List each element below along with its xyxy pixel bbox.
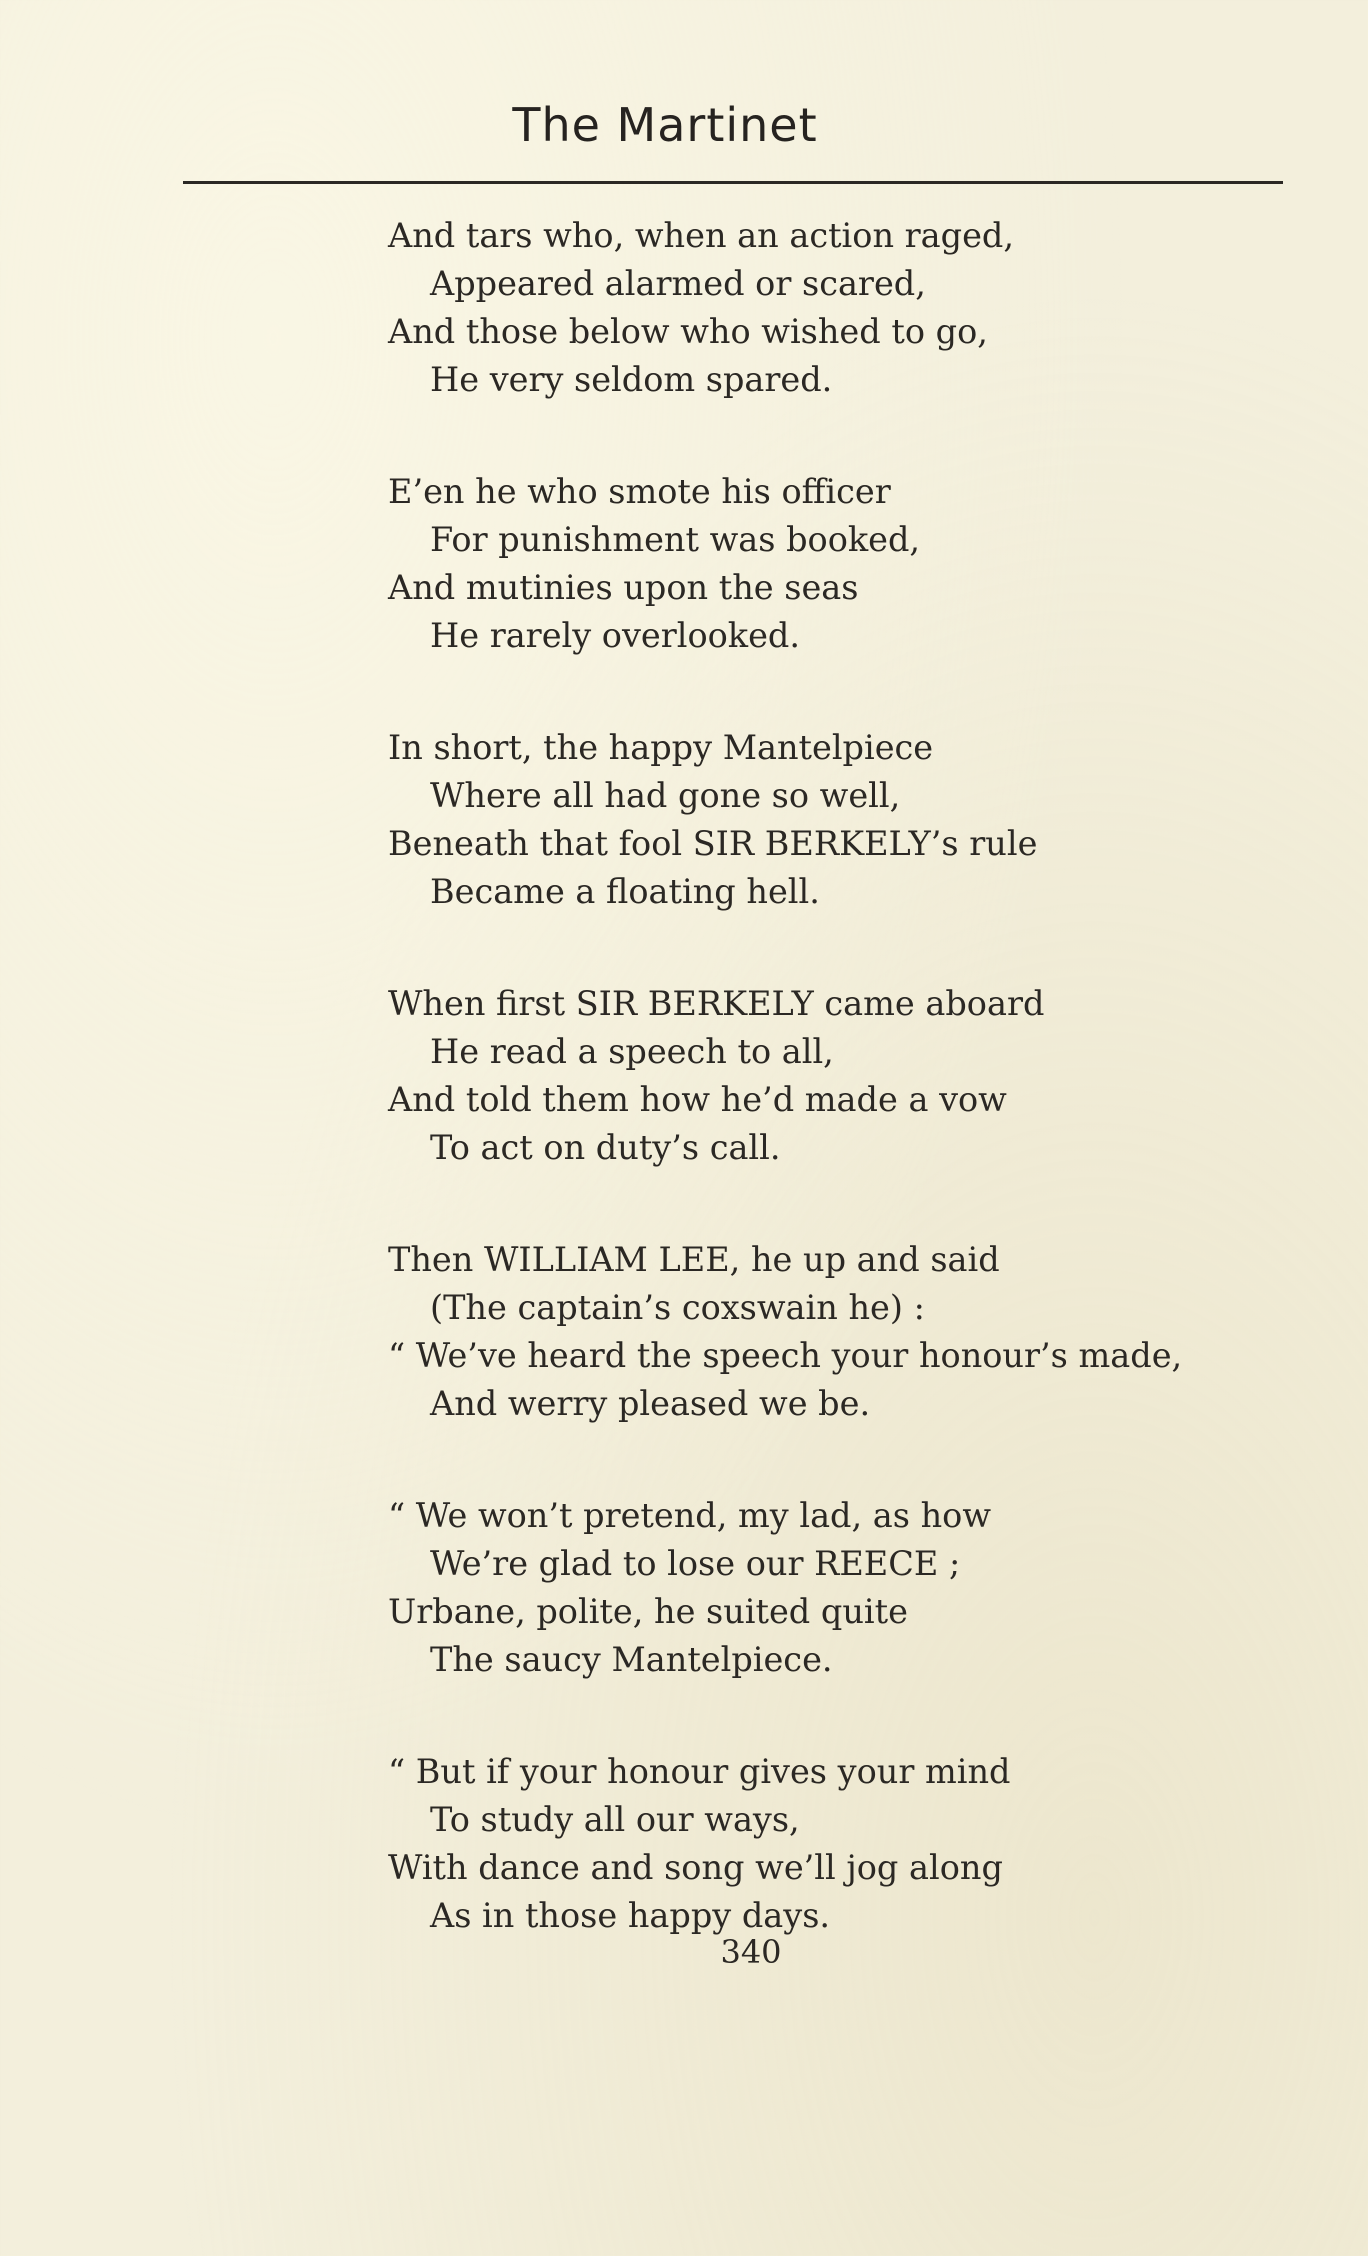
verse-line: In short, the happy Mantelpiece	[388, 728, 934, 767]
stanza-2	[388, 468, 1288, 660]
poem-body	[388, 212, 1288, 2004]
verse-line: And werry pleased we be.	[430, 1384, 871, 1423]
verse-line: And mutinies upon the seas	[388, 568, 859, 607]
verse-line: (The captain’s coxswain he) :	[430, 1288, 925, 1327]
verse-line: To act on duty’s call.	[430, 1128, 781, 1167]
stanza-1	[388, 212, 1288, 404]
stanza-7	[388, 1748, 1288, 1940]
stanza-3	[388, 724, 1288, 916]
verse-line: “ We won’t pretend, my lad, as how	[388, 1496, 992, 1535]
verse-line: “ But if your honour gives your mind	[388, 1752, 1011, 1791]
running-title: The Martinet	[512, 98, 818, 152]
verse-line: He rarely overlooked.	[430, 616, 801, 655]
header-rule	[183, 181, 1283, 184]
stanza-5	[388, 1236, 1288, 1428]
verse-line: And those below who wished to go,	[388, 312, 988, 351]
verse-line: Urbane, polite, he suited quite	[388, 1592, 908, 1631]
verse-line: He read a speech to all,	[430, 1032, 834, 1071]
page-number: 340	[720, 1933, 782, 1971]
verse-line: And tars who, when an action raged,	[388, 216, 1015, 255]
verse-line: We’re glad to lose our REECE ;	[430, 1544, 961, 1583]
verse-line: Where all had gone so well,	[430, 776, 901, 815]
verse-line: Beneath that fool SIR BERKELY’s rule	[388, 824, 1038, 863]
verse-line: Appeared alarmed or scared,	[430, 264, 926, 303]
verse-line: The saucy Mantelpiece.	[430, 1640, 833, 1679]
stanza-6	[388, 1492, 1288, 1684]
verse-line: For punishment was booked,	[430, 520, 921, 559]
verse-line: Then WILLIAM LEE, he up and said	[388, 1240, 1000, 1279]
verse-line: With dance and song we’ll jog along	[388, 1848, 1003, 1887]
verse-line: He very seldom spared.	[430, 360, 833, 399]
verse-line: To study all our ways,	[430, 1800, 800, 1839]
verse-line: As in those happy days.	[430, 1896, 831, 1935]
verse-line: E’en he who smote his officer	[388, 472, 891, 511]
verse-line: When first SIR BERKELY came aboard	[388, 984, 1045, 1023]
verse-line: “ We’ve heard the speech your honour’s made,	[388, 1336, 1183, 1375]
stanza-4	[388, 980, 1288, 1172]
verse-line: And told them how he’d made a vow	[388, 1080, 1007, 1119]
verse-line: Became a floating hell.	[430, 872, 820, 911]
